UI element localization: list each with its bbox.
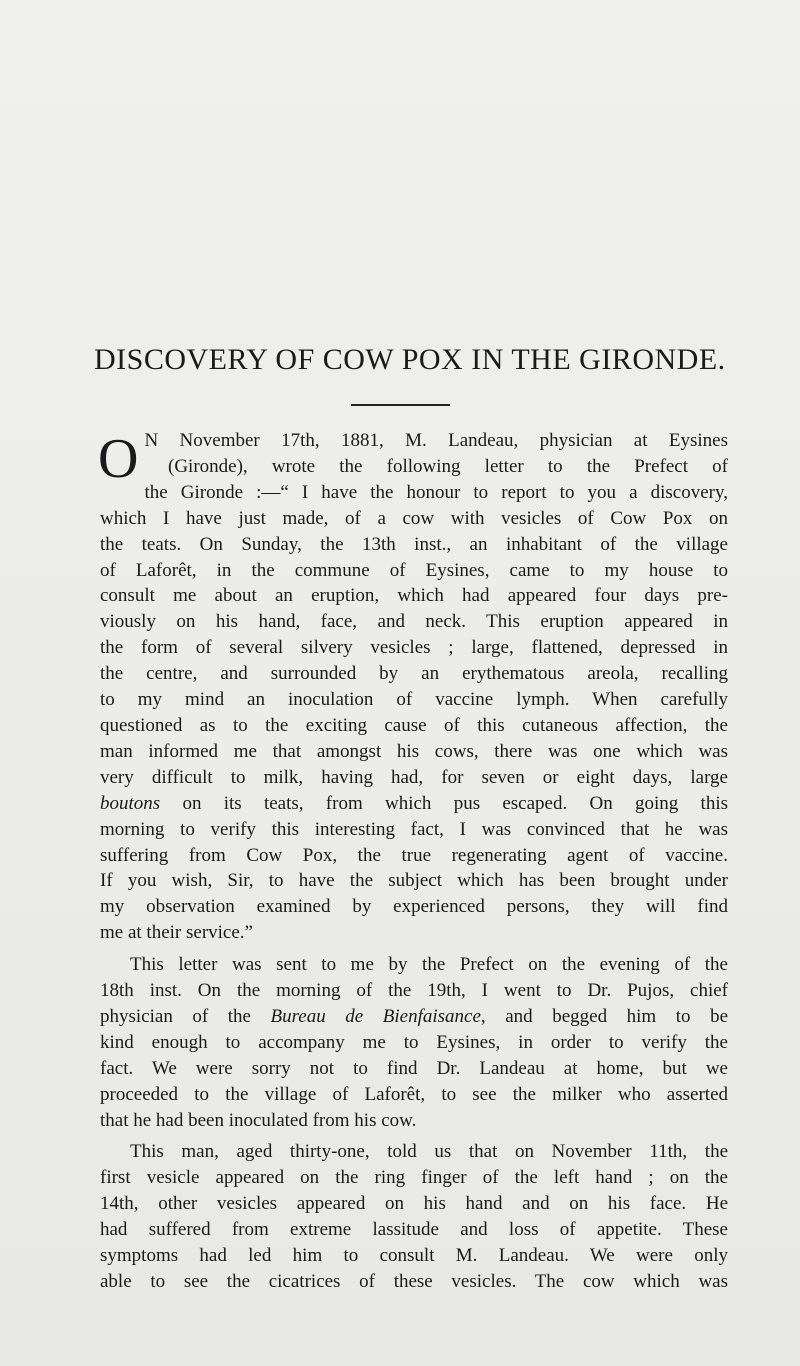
text-line: fact. We were sorry not to find Dr. Landeau at home, but we: [100, 1057, 728, 1079]
title-divider: [351, 404, 450, 406]
text-line: symptoms had led him to consult M. Landeau. We were only: [100, 1245, 728, 1267]
italic-term: Bureau de Bienfaisance: [270, 1005, 481, 1027]
text-segment: on its teats, from which pus escaped. On going this: [160, 792, 728, 814]
text-line: This man, aged thirty-one, told us that on November 11th, the: [130, 1141, 728, 1163]
text-line: N November 17th, 1881, M. Landeau, physician at Eysines: [144, 430, 728, 451]
text-line: (Gironde), wrote the following letter to the Prefect of: [168, 455, 728, 477]
text-line: kind enough to accompany me to Eysines, in order to verify the: [100, 1031, 728, 1053]
text-line: suffering from Cow Pox, the true regenerating agent of vaccine.: [100, 844, 728, 866]
text-line: proceeded to the village of Laforêt, to see the milker who asserted: [100, 1083, 728, 1105]
text-line: man informed me that amongst his cows, there was one which was: [100, 740, 728, 762]
text-line: consult me about an eruption, which had appeared four days pre-: [100, 585, 728, 607]
text-line: able to see the cicatrices of these vesicles. The cow which was: [100, 1271, 728, 1292]
text-segment: physician of the: [100, 1005, 271, 1027]
text-line: very difficult to milk, having had, for seven or eight days, large: [100, 766, 728, 788]
paragraph-3: [100, 1139, 728, 1294]
text-line: morning to verify this interesting fact, I was convinced that he was: [100, 818, 728, 840]
italic-term: boutons: [100, 792, 161, 814]
text-line: me at their service.”: [100, 922, 253, 944]
drop-cap: O: [98, 428, 139, 490]
paragraph-1: [100, 428, 728, 946]
text-line: my observation examined by experienced persons, they will find: [100, 896, 728, 918]
text-line: If you wish, Sir, to have the subject which has been brought under: [100, 870, 728, 892]
text-line: viously on his hand, face, and neck. This eruption appeared in: [100, 611, 728, 633]
text-line: had suffered from extreme lassitude and loss of appetite. These: [100, 1219, 728, 1241]
text-line: the Gironde :—“ I have the honour to report to you a discovery,: [144, 481, 728, 503]
text-line: the form of several silvery vesicles ; large, flattened, depressed in: [100, 637, 728, 659]
text-line: questioned as to the exciting cause of this cutaneous affection, the: [100, 714, 728, 736]
text-line: to my mind an inoculation of vaccine lymph. When carefully: [100, 689, 728, 711]
paragraph-2: [100, 952, 728, 1133]
text-line: [100, 1004, 728, 1030]
text-line: the teats. On Sunday, the 13th inst., an inhabitant of the village: [100, 533, 728, 555]
text-line: first vesicle appeared on the ring finger of the left hand ; on the: [100, 1167, 728, 1189]
text-line: 14th, other vesicles appeared on his hand and on his face. He: [100, 1193, 728, 1215]
text-segment: , and begged him to be: [480, 1005, 728, 1027]
article-body: [100, 428, 728, 1301]
text-line: This letter was sent to me by the Prefect on the evening of the: [130, 954, 728, 976]
text-line: the centre, and surrounded by an erythematous areola, recalling: [100, 663, 728, 685]
text-line: [100, 791, 728, 817]
text-line: of Laforêt, in the commune of Eysines, came to my house to: [100, 559, 728, 581]
text-line: 18th inst. On the morning of the 19th, I went to Dr. Pujos, chief: [100, 980, 728, 1002]
text-line: that he had been inoculated from his cow.: [100, 1109, 417, 1131]
article-title: DISCOVERY OF COW POX IN THE GIRONDE.: [94, 343, 726, 376]
text-line: which I have just made, of a cow with vesicles of Cow Pox on: [100, 507, 728, 529]
